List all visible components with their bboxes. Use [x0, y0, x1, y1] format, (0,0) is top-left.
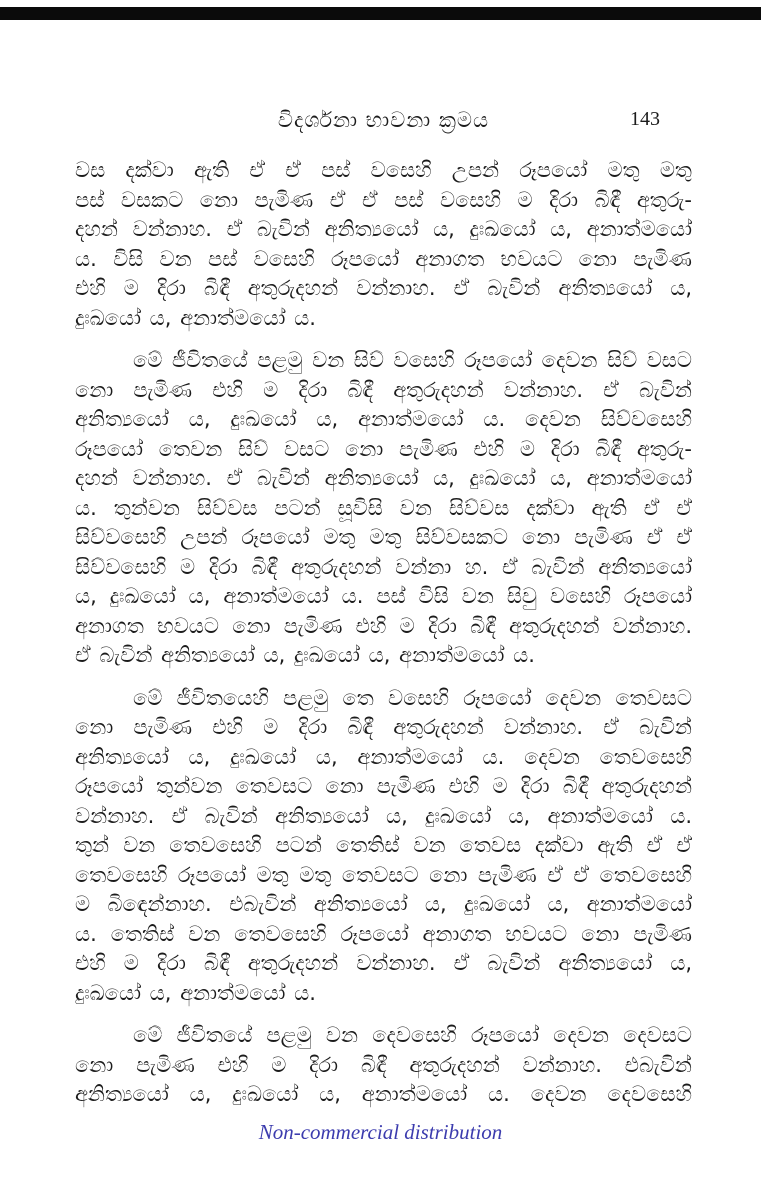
text-line: දහන් වන්නාහ. ඒ බැවින් අනිත්‍යයෝ ය, දුඃඛයෝ ය, අනාත්මයෝ — [75, 217, 692, 241]
text-line: අනිත්‍යයෝ ය, දුඃඛයෝ ය, අනාත්මයෝ ය. දෙවන දෙවසෙහි — [75, 1082, 692, 1106]
text-line: පස් වසකට නො පැමිණ ඒ ඒ පස් වසෙහි ම දිරා බිඳී අතුරු- — [75, 187, 692, 212]
text-line: නො පැමිණ එහි ම දිරා බිඳී අතුරුදහන් වන්නාහ. එබැවින් — [75, 1052, 692, 1077]
text-line: දුඃඛයෝ ය, අනාත්මයෝ ය. — [75, 305, 316, 330]
text-line: සිව්වසෙහි ම දිරා බිඳී අතුරුදහන් වන්නා හ. ඒ බැවින් අනිත්‍යයෝ — [75, 554, 692, 579]
text-line: අනාගත භවයට නො පැමිණ එහි ම දිරා බිඳී අතුරුදහන් වන්නාහ. — [75, 613, 692, 638]
text-line: රූපයෝ තුන්වන තෙවසට නො පැමිණ එහි ම දිරා බිඳී අතුරුදහන් — [75, 774, 692, 798]
body-paragraph — [75, 684, 692, 1009]
body-text — [75, 156, 692, 1123]
text-line: වස දක්වා ඇති ඒ ඒ පස් වසෙහි උපන් රූපයෝ මතු මතු — [75, 158, 692, 182]
text-line: අනිත්‍යයෝ ය, දුඃඛයෝ ය, අනාත්මයෝ ය. දෙවන තෙවසෙහි — [75, 744, 692, 769]
text-line: අනිත්‍යයෝ ය, දුඃඛයෝ ය, අනාත්මයෝ ය. දෙවන සිව්වසෙහි — [75, 407, 692, 431]
text-line: දහන් වන්නාහ. ඒ බැවින් අනිත්‍යයෝ ය, දුඃඛයෝ ය, අනාත්මයෝ — [75, 466, 692, 490]
text-line: මේ ජීවිතයේ පළමු වන දෙවසෙහි රූපයෝ දෙවන දෙවසට — [133, 1023, 692, 1047]
text-line: ඒ බැවින් අනිත්‍යයෝ ය, දුඃඛයෝ ය, අනාත්මයෝ ය. — [75, 643, 535, 667]
text-line: සිව්වසෙහි උපන් රූපයෝ මතු මතු සිව්වසකට නො පැමිණ ඒ ඒ — [75, 525, 692, 549]
text-line: ය. විසි වන පස් වසෙහි රූපයෝ අනාගත භවයට නො පැමිණ — [75, 246, 692, 271]
body-paragraph — [75, 1021, 692, 1110]
scan-edge-artifact — [0, 7, 761, 20]
text-line: නො පැමිණ එහි ම දිරා බිඳී අතුරුදහන් වන්නාහ. ඒ බැවින් — [75, 715, 692, 739]
page-header — [75, 108, 692, 142]
body-paragraph — [75, 156, 692, 333]
page-number: 143 — [630, 108, 660, 130]
text-line: මේ ජීවිතයේ පළමු වන සිව් වසෙහි රූපයෝ දෙවන සිව් වසට — [133, 348, 692, 372]
text-line: ම බිඳෙන්නාහ. එබැවින් අනිත්‍යයෝ ය, දුඃඛයෝ ය, අනාත්මයෝ — [75, 892, 692, 916]
text-line: ය. තෙතිස් වන තෙවසෙහි රූපයෝ අනාගත භවයට නො පැමිණ — [75, 921, 692, 946]
text-line: තෙවසෙහි රූපයෝ මතු මතු තෙවසට නො පැමිණ ඒ ඒ තෙවසෙහි — [75, 862, 692, 887]
text-line: දුඃඛයෝ ය, අනාත්මයෝ ය. — [75, 980, 316, 1005]
text-line: තුන් වන තෙවසෙහි පටන් තෙතිස් වන තෙවස දක්වා ඇති ඒ ඒ — [75, 833, 692, 857]
text-line: එහි ම දිරා බිඳී අතුරුදහන් වන්නාහ. ඒ බැවින් අනිත්‍යයෝ ය, — [75, 276, 692, 300]
footer-note: Non-commercial distribution — [258, 1120, 503, 1144]
body-paragraph — [75, 346, 692, 671]
page-title: විදර්ශනා භාවනා ක්‍රමය — [277, 108, 490, 132]
text-line: ය, දුඃඛයෝ ය, අනාත්මයෝ ය. පස් විසි වන සිවු වසෙහි රූපයෝ — [75, 584, 692, 608]
text-line: ය. තුන්වන සිව්වස පටන් සූවිසි වන සිව්වස දක්වා ඇති ඒ ඒ — [75, 495, 692, 520]
text-line: වන්නාහ. ඒ බැවින් අනිත්‍යයෝ ය, දුඃඛයෝ ය, අනාත්මයෝ ය. — [75, 803, 692, 828]
text-line: රූපයෝ තෙවන සිව් වසට නො පැමිණ එහි ම දිරා බිඳී අතුරු- — [75, 436, 692, 461]
text-line: මේ ජීවිතයෙහි පළමු තෙ වසෙහි රූපයෝ දෙවන තෙවසට — [133, 685, 692, 710]
text-line: එහි ම දිරා බිඳී අතුරුදහන් වන්නාහ. ඒ බැවින් අනිත්‍යයෝ ය, — [75, 951, 692, 975]
text-line: නො පැමිණ එහි ම දිරා බිඳී අතුරුදහන් වන්නාහ. ඒ බැවින් — [75, 377, 692, 402]
